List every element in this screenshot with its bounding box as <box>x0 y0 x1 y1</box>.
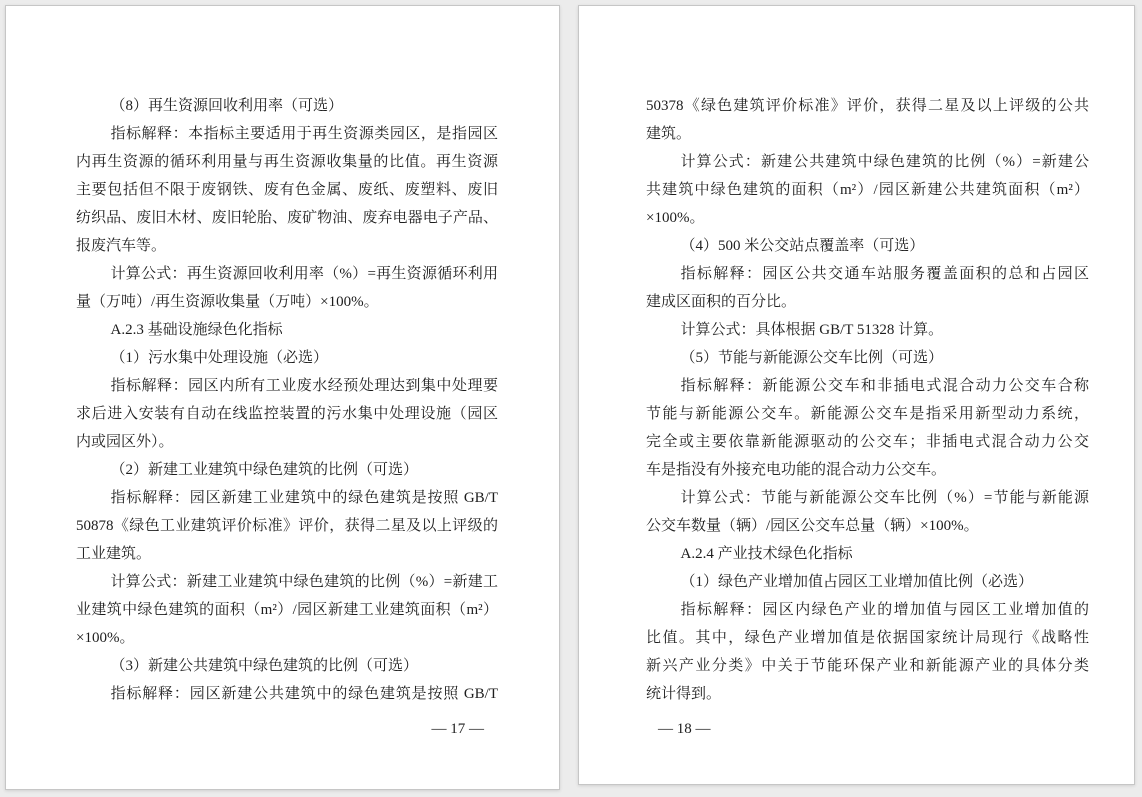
document-page-right <box>578 5 1135 785</box>
text-line: 指标解释：园区新建工业建筑中的绿色建筑是按照 GB/T <box>110 490 498 506</box>
text-line: 内再生资源的循环利用量与再生资源收集量的比值。再生资源 <box>76 154 498 170</box>
text-line: 指标解释：园区新建公共建筑中的绿色建筑是按照 GB/T <box>110 686 498 702</box>
text-line: ×100%。 <box>76 630 135 646</box>
text-line: A.2.3 基础设施绿色化指标 <box>110 322 283 338</box>
text-line: 求后进入安装有自动在线监控装置的污水集中处理设施（园区 <box>76 406 498 422</box>
text-line: （2）新建工业建筑中绿色建筑的比例（可选） <box>110 462 419 478</box>
text-line: （5）节能与新能源公交车比例（可选） <box>680 350 944 366</box>
text-line: 计算公式：具体根据 GB/T 51328 计算。 <box>680 322 944 338</box>
text-line: 指标解释：园区内所有工业废水经预处理达到集中处理要 <box>110 378 498 394</box>
document-page-left <box>5 5 560 790</box>
text-line: 共建筑中绿色建筑的面积（m²）/园区新建公共建筑面积（m²） <box>646 182 1089 198</box>
text-line: 计算公式：新建工业建筑中绿色建筑的比例（%）=新建工 <box>110 574 498 590</box>
text-line: 50878《绿色工业建筑评价标准》评价，获得二星及以上评级的 <box>76 518 498 534</box>
text-line: 指标解释：新能源公交车和非插电式混合动力公交车合称 <box>680 378 1089 394</box>
text-line: 指标解释：园区内绿色产业的增加值与园区工业增加值的 <box>680 602 1089 618</box>
text-line: （4）500 米公交站点覆盖率（可选） <box>680 238 925 254</box>
text-line: 统计得到。 <box>646 686 722 702</box>
page-left-text-block <box>6 6 559 708</box>
text-line: 比值。其中，绿色产业增加值是依据国家统计局现行《战略性 <box>646 630 1089 646</box>
text-line: 主要包括但不限于废钢铁、废有色金属、废纸、废塑料、废旧 <box>76 182 498 198</box>
text-line: 建成区面积的百分比。 <box>646 294 797 310</box>
text-line: 计算公式：再生资源回收利用率（%）=再生资源循环利用 <box>110 266 498 282</box>
text-line: 计算公式：新建公共建筑中绿色建筑的比例（%）=新建公 <box>680 154 1089 170</box>
text-line: （3）新建公共建筑中绿色建筑的比例（可选） <box>110 658 419 674</box>
text-line: 节能与新能源公交车。新能源公交车是指采用新型动力系统， <box>646 406 1089 422</box>
text-line: 纺织品、废旧木材、废旧轮胎、废矿物油、废弃电器电子产品、 <box>76 210 498 226</box>
text-line: （1）污水集中处理设施（必选） <box>110 350 329 366</box>
text-line: 50378《绿色建筑评价标准》评价，获得二星及以上评级的公共 <box>646 98 1089 114</box>
text-line: A.2.4 产业技术绿色化指标 <box>680 546 853 562</box>
text-line: 业建筑中绿色建筑的面积（m²）/园区新建工业建筑面积（m²） <box>76 602 498 618</box>
text-line: ×100%。 <box>646 210 705 226</box>
text-line: 量（万吨）/再生资源收集量（万吨）×100%。 <box>76 294 379 310</box>
text-line: （1）绿色产业增加值占园区工业增加值比例（必选） <box>680 574 1034 590</box>
page-right-text-block <box>579 6 1134 708</box>
text-line: 完全或主要依靠新能源驱动的公交车；非插电式混合动力公交 <box>646 434 1089 450</box>
text-line: 内或园区外）。 <box>76 434 174 450</box>
text-line: 新兴产业分类》中关于节能环保产业和新能源产业的具体分类 <box>646 658 1089 674</box>
page-number: — 18 — <box>658 721 711 737</box>
text-line: 指标解释：园区公共交通车站服务覆盖面积的总和占园区 <box>680 266 1089 282</box>
text-line: 建筑。 <box>646 126 692 142</box>
text-line: 工业建筑。 <box>76 546 152 562</box>
text-line: 计算公式：节能与新能源公交车比例（%）=节能与新能源 <box>680 490 1089 506</box>
text-line: 报废汽车等。 <box>76 238 167 254</box>
page-number: — 17 — <box>431 721 484 737</box>
text-line: 车是指没有外接充电功能的混合动力公交车。 <box>646 462 947 478</box>
text-line: 公交车数量（辆）/园区公交车总量（辆）×100%。 <box>646 518 979 534</box>
text-line: 指标解释：本指标主要适用于再生资源类园区，是指园区 <box>110 126 498 142</box>
text-line: （8）再生资源回收利用率（可选） <box>110 98 344 114</box>
